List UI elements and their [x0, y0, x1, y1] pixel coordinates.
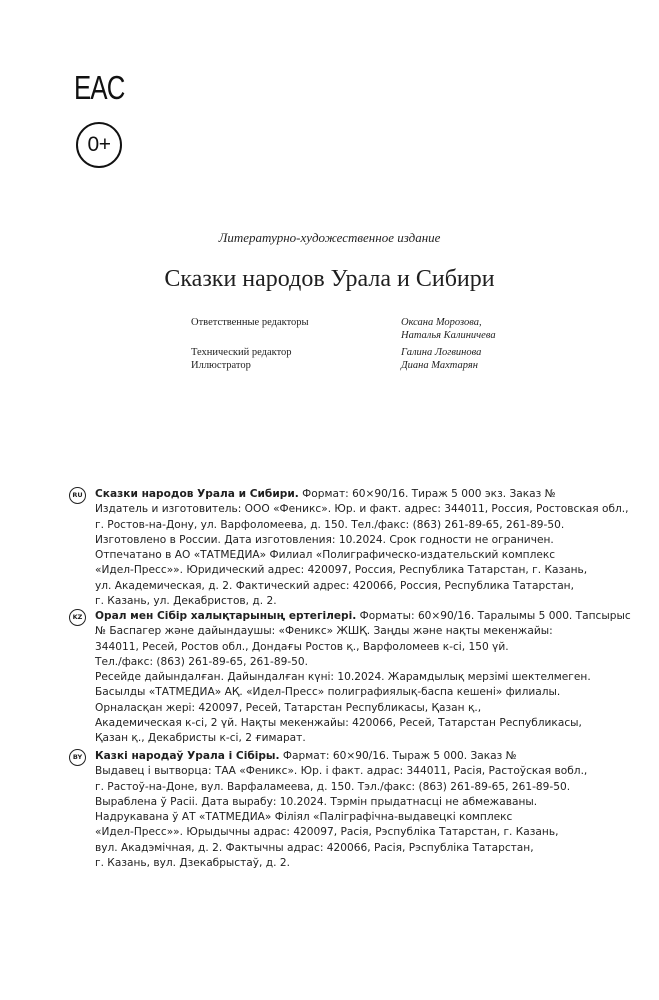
language-badge: RU — [69, 487, 86, 504]
imprint-line: «Идел-Пресс»». Юридический адрес: 420097, Россия, Республика Татарстан, г. Казань, — [95, 564, 588, 577]
imprint-line: г. Ростов-на-Дону, ул. Варфоломеева, д. 150. Тел./факс: (863) 261-89-65, 261-89-50. — [95, 518, 565, 531]
credit-name: Диана Махтарян — [401, 360, 478, 371]
eac-mark: EAC — [74, 69, 125, 106]
certification-marks — [74, 69, 128, 156]
imprint-line: Выраблена ў Расіі. Дата вырабу: 10.2024. Тэрмін прыдатнасці не абмежаваны. — [95, 795, 538, 808]
imprint-line: Орналасқан жері: 420097, Ресей, Татарстан Республикасы, Қазан қ., — [95, 701, 482, 714]
imprint-line: ул. Академическая, д. 2. Фактический адрес: 420066, Россия, Республика Татарстан, — [95, 579, 574, 592]
credit-row — [191, 359, 521, 372]
imprint-line: Выдавец і вытворца: ТАА «Феникс». Юр. і факт. адрас: 344011, Расія, Растоўская вобл., — [95, 765, 588, 778]
credit-name: Галина Логвинова — [401, 347, 482, 358]
imprint-text: Формат: 60×90/16. Тираж 5 000 экз. Заказ № — [298, 488, 556, 500]
imprint-line: Ресейде дайындалған. Дайындалған күні: 10.2024. Жарамдылық мерзімі шектелмеген. — [95, 671, 591, 684]
imprint-line: Тел./факс: (863) 261-89-65, 261-89-50. — [95, 655, 309, 668]
imprint-ru — [72, 487, 635, 609]
imprint-line: «Идел-Пресс»». Юрыдычны адрас: 420097, Расія, Рэспубліка Татарстан, г. Казань, — [95, 826, 559, 839]
imprint-line: № Баспагер және дайындаушы: «Феникс» ЖШҚ. Заңды және нақты мекенжайы: — [95, 625, 553, 638]
imprint-text: Форматы: 60×90/16. Таралымы 5 000. Тапсырыс — [356, 610, 631, 622]
imprint-line: Қазан қ., Декабристы к-сі, 2 ғимарат. — [95, 732, 306, 745]
imprint-line: Академическая к-сі, 2 үй. Нақты мекенжайы: 420066, Ресей, Татарстан Республикасы, — [95, 717, 582, 730]
imprint-line: Издатель и изготовитель: ООО «Феникс». Юр. и факт. адрес: 344011, Россия, Ростовская обл., — [95, 503, 629, 516]
imprint-line: г. Растоў-на-Доне, вул. Варфаламеева, д. 150. Тэл./факс: (863) 261-89-65, 261-89-50. — [95, 780, 571, 793]
imprint-line: Надрукавана ў АТ «ТАТМЕДИА» Філіял «Паліграфічна-выдавецкі комплекс — [95, 811, 513, 824]
imprint-line: 344011, Ресей, Ростов обл., Дондағы Ростов қ., Варфоломеев к-сі, 150 үй. — [95, 640, 509, 653]
credit-role: Иллюстратор — [191, 360, 251, 371]
imprint-by — [72, 749, 635, 871]
imprint-text: Фармат: 60×90/16. Тыраж 5 000. Заказ № — [279, 750, 517, 762]
imprint-line: Басылды «ТАТМЕДИА» АҚ. «Идел-Пресс» полиграфиялық-баспа кешені» филиалы. — [95, 686, 561, 699]
imprint-line — [95, 609, 635, 624]
imprint-line: вул. Акадэмічная, д. 2. Фактычны адрас: 420066, Расія, Рэспубліка Татарстан, — [95, 841, 534, 854]
imprint-lead: Орал мен Сібір халықтарының ертегілері. — [95, 610, 357, 622]
credits — [191, 316, 521, 376]
credit-name: Оксана Морозова, — [401, 317, 482, 328]
edition-type: Литературно-художественное издание — [218, 230, 441, 245]
language-badge: KZ — [69, 609, 86, 626]
imprint-lead: Сказки народов Урала и Сибири. — [95, 488, 299, 500]
imprint-line — [95, 749, 635, 764]
credit-role: Технический редактор — [191, 347, 292, 358]
imprint-line: Изготовлено в России. Дата изготовления: 10.2024. Срок годности не ограничен. — [95, 533, 554, 546]
book-title: Сказки народов Урала и Сибири — [164, 266, 495, 292]
age-rating-badge: 0+ — [76, 122, 122, 168]
imprint-kz — [72, 609, 635, 747]
imprint-line — [95, 487, 635, 502]
imprint-lead: Казкі народаў Урала і Сібіры. — [95, 750, 280, 762]
imprint-line: г. Казань, вул. Дзекабрыстаў, д. 2. — [95, 857, 290, 870]
language-badge: BY — [69, 749, 86, 766]
credit-role: Ответственные редакторы — [191, 317, 309, 328]
credit-row — [191, 316, 521, 342]
credit-name: Наталья Калиничева — [401, 330, 496, 341]
imprint-line: г. Казань, ул. Декабристов, д. 2. — [95, 595, 277, 608]
credit-row — [191, 346, 521, 359]
imprint-line: Отпечатано в АО «ТАТМЕДИА» Филиал «Полиграфическо-издательский комплекс — [95, 549, 556, 562]
